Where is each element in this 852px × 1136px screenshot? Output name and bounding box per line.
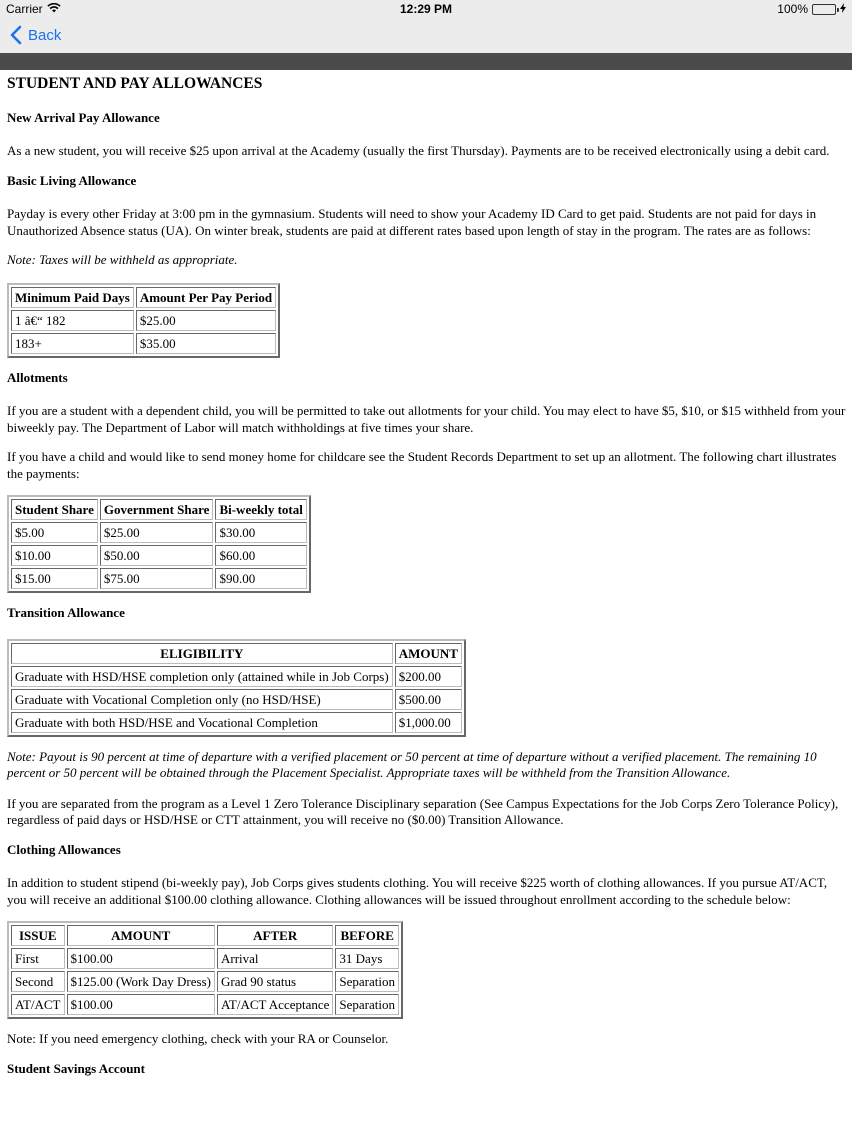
table-cell: $10.00 (11, 545, 98, 566)
status-bar (0, 0, 852, 20)
table-cell: 183+ (11, 333, 134, 354)
basic-living-text: Payday is every other Friday at 3:00 pm in the gymnasium. Students will need to show your Academy ID Card to get paid. Students are not paid for days in Unauthorized Absence status (UA). On winter break, students are paid at different rates based upon length of stay in the program. The rates are as follows: (7, 206, 817, 238)
table-header: BEFORE (335, 925, 399, 946)
table-header-row (11, 287, 276, 308)
table-cell: $60.00 (215, 545, 306, 566)
charging-icon (840, 2, 846, 16)
table-row (11, 568, 307, 589)
table-cell: Separation (335, 971, 399, 992)
clothing-table (7, 921, 403, 1019)
table-header-row (11, 499, 307, 520)
table-row (11, 712, 462, 733)
transition-note: Note: Payout is 90 percent at time of departure with a verified placement or 50 percent at time of departure without a verified placement. The remaining 10 percent or 50 percent will be obtained through the Placement Specialist. Appropriate taxes will be withheld from the Transition Allowance. (7, 748, 817, 780)
table-header: Government Share (100, 499, 214, 520)
new-arrival-text: As a new student, you will receive $25 upon arrival at the Academy (usually the first Thursday). Payments are to be received electronically using a debit card. (7, 143, 830, 158)
table-cell: Graduate with both HSD/HSE and Vocational Completion (11, 712, 393, 733)
back-button[interactable] (10, 25, 61, 45)
table-row (11, 689, 462, 710)
table-header: Bi-weekly total (215, 499, 306, 520)
allotments-table (7, 495, 311, 593)
table-cell: $200.00 (395, 666, 462, 687)
table-row (11, 333, 276, 354)
table-cell: Graduate with Vocational Completion only (no HSD/HSE) (11, 689, 393, 710)
table-cell: Grad 90 status (217, 971, 333, 992)
table-row (11, 948, 399, 969)
allotments-text-1: If you are a student with a dependent child, you will be permitted to take out allotments for your child. You may elect to have $5, $10, or $15 withheld from your biweekly pay. The Department of Labor will match withholdings at five times your share. (7, 403, 846, 435)
table-cell: $30.00 (215, 522, 306, 543)
table-row (11, 994, 399, 1015)
table-cell: Graduate with HSD/HSE completion only (attained while in Job Corps) (11, 666, 393, 687)
table-cell: $35.00 (136, 333, 276, 354)
table-cell: $25.00 (100, 522, 214, 543)
table-header: ELIGIBILITY (11, 643, 393, 664)
table-cell: $90.00 (215, 568, 306, 589)
table-cell: $75.00 (100, 568, 214, 589)
table-header-row (11, 643, 462, 664)
basic-living-heading: Basic Living Allowance (7, 172, 137, 188)
page-title: STUDENT AND PAY ALLOWANCES (7, 75, 263, 92)
pay-rates-table (7, 283, 280, 358)
table-cell: $100.00 (67, 994, 215, 1015)
table-header-row (11, 925, 399, 946)
table-cell: $5.00 (11, 522, 98, 543)
clothing-note: Note: If you need emergency clothing, check with your RA or Counselor. (7, 1031, 389, 1046)
table-header: Amount Per Pay Period (136, 287, 276, 308)
table-header: AMOUNT (67, 925, 215, 946)
table-cell: $1,000.00 (395, 712, 462, 733)
header-divider-bar (0, 53, 852, 70)
navigation-bar (0, 20, 852, 53)
table-cell: $50.00 (100, 545, 214, 566)
table-cell: $25.00 (136, 310, 276, 331)
table-cell: $125.00 (Work Day Dress) (67, 971, 215, 992)
table-row (11, 666, 462, 687)
allotments-heading: Allotments (7, 369, 68, 385)
battery-percent: 100% (777, 2, 808, 16)
table-cell: Second (11, 971, 65, 992)
transition-heading: Transition Allowance (7, 605, 125, 620)
table-header: AMOUNT (395, 643, 462, 664)
table-row (11, 310, 276, 331)
table-cell: $15.00 (11, 568, 98, 589)
savings-heading: Student Savings Account (7, 1060, 145, 1076)
table-header: Student Share (11, 499, 98, 520)
web-content (7, 76, 847, 1094)
clothing-text: In addition to student stipend (bi-weekly pay), Job Corps gives students clothing. You will receive $225 worth of clothing allowances. If you pursue AT/ACT, you will receive an additional $100.00 clothing allowance. Clothing allowances will be issued throughout enrollment according to the schedule below: (7, 875, 828, 907)
clothing-heading: Clothing Allowances (7, 841, 121, 857)
allotments-text-2: If you have a child and would like to send money home for childcare see the Student Records Department to set up an allotment. The following chart illustrates the payments: (7, 449, 837, 481)
chevron-left-icon (10, 25, 22, 45)
basic-living-note: Note: Taxes will be withheld as appropriate. (7, 252, 238, 267)
carrier-label: Carrier (6, 2, 43, 16)
transition-table (7, 639, 466, 737)
status-right (777, 2, 846, 16)
table-row (11, 545, 307, 566)
battery-icon (812, 4, 836, 15)
table-cell: First (11, 948, 65, 969)
table-cell: $100.00 (67, 948, 215, 969)
table-row (11, 522, 307, 543)
table-header: Minimum Paid Days (11, 287, 134, 308)
table-cell: 1 â€“ 182 (11, 310, 134, 331)
table-cell: $500.00 (395, 689, 462, 710)
transition-text: If you are separated from the program as a Level 1 Zero Tolerance Disciplinary separation (See Campus Expectations for the Job Corps Zero Tolerance Policy), regardless of paid days or HSD/HSE or CTT attainment, you will receive no ($0.00) Transition Allowance. (7, 795, 839, 827)
back-label: Back (28, 26, 62, 44)
table-cell: Arrival (217, 948, 333, 969)
table-cell: Separation (335, 994, 399, 1015)
table-cell: AT/ACT (11, 994, 65, 1015)
table-header: AFTER (217, 925, 333, 946)
table-row (11, 971, 399, 992)
table-cell: AT/ACT Acceptance (217, 994, 333, 1015)
table-cell: 31 Days (335, 948, 399, 969)
new-arrival-heading: New Arrival Pay Allowance (7, 109, 160, 125)
table-header: ISSUE (11, 925, 65, 946)
status-time: 12:29 PM (399, 2, 453, 16)
